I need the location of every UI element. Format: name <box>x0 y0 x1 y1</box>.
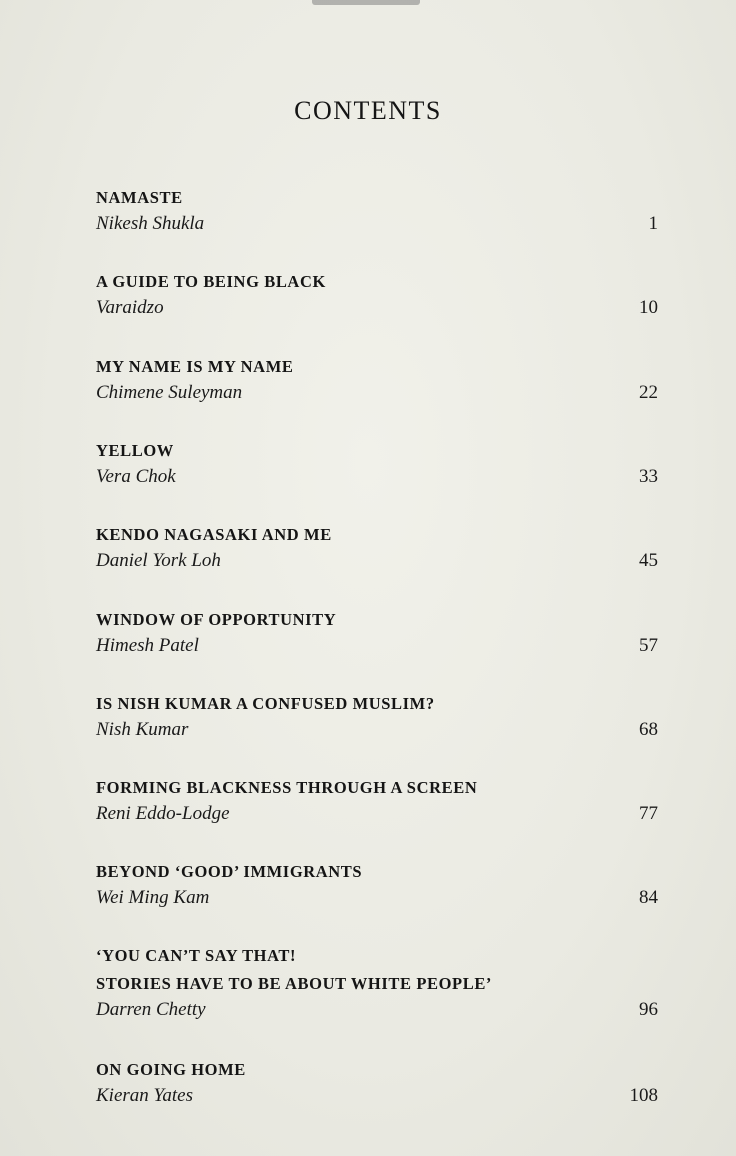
chapter-author: Nikesh Shukla <box>96 213 205 234</box>
chapter-author: Kieran Yates <box>96 1085 193 1106</box>
chapter-author: Nish Kumar <box>96 719 189 740</box>
chapter-title-line-2: STORIES HAVE TO BE ABOUT WHITE PEOPLE’ <box>96 974 493 993</box>
chapter-title: A GUIDE TO BEING BLACK <box>96 272 326 291</box>
chapter-title: YELLOW <box>96 441 174 460</box>
page-number: 1 <box>648 213 658 234</box>
page-number: 33 <box>639 466 658 487</box>
toc-entry[interactable] <box>96 186 658 238</box>
toc-entry[interactable] <box>96 776 658 828</box>
toc-entry[interactable] <box>96 944 658 1024</box>
chapter-title: ‘YOU CAN’T SAY THAT! <box>96 946 297 965</box>
toc-entry[interactable] <box>96 692 658 744</box>
page-number: 22 <box>639 382 658 403</box>
page-number: 57 <box>639 635 658 656</box>
page-number: 77 <box>639 803 658 824</box>
chapter-author: Reni Eddo-Lodge <box>96 803 230 824</box>
chapter-author: Wei Ming Kam <box>96 887 210 908</box>
toc-entry[interactable] <box>96 860 658 912</box>
chapter-author: Darren Chetty <box>96 999 206 1020</box>
bleed-through-texture <box>90 90 710 1090</box>
page-number: 45 <box>639 550 658 571</box>
chapter-title: IS NISH KUMAR A CONFUSED MUSLIM? <box>96 694 435 713</box>
chapter-author: Varaidzo <box>96 297 164 318</box>
chapter-author: Vera Chok <box>96 466 176 487</box>
chapter-title: WINDOW OF OPPORTUNITY <box>96 610 337 629</box>
chapter-author: Daniel York Loh <box>96 550 221 571</box>
chapter-author: Chimene Suleyman <box>96 382 243 403</box>
chapter-title: BEYOND ‘GOOD’ IMMIGRANTS <box>96 862 363 881</box>
toc-entry[interactable] <box>96 270 658 322</box>
page-number: 96 <box>639 999 658 1020</box>
toc-entry[interactable] <box>96 355 658 407</box>
page-number: 68 <box>639 719 658 740</box>
chapter-title: MY NAME IS MY NAME <box>96 357 294 376</box>
toc-entry[interactable] <box>96 439 658 491</box>
page-number: 108 <box>629 1085 658 1106</box>
chapter-title: NAMASTE <box>96 188 183 207</box>
toc-entry[interactable] <box>96 608 658 660</box>
chapter-title: FORMING BLACKNESS THROUGH A SCREEN <box>96 778 478 797</box>
chapter-title: ON GOING HOME <box>96 1060 246 1079</box>
page-edge-mark <box>312 0 420 5</box>
page-number: 10 <box>639 297 658 318</box>
page-title: CONTENTS <box>294 96 442 125</box>
toc-entry[interactable] <box>96 523 658 575</box>
chapter-author: Himesh Patel <box>96 635 199 656</box>
toc-entry[interactable] <box>96 1058 658 1110</box>
chapter-title: KENDO NAGASAKI AND ME <box>96 525 332 544</box>
page-number: 84 <box>639 887 658 908</box>
